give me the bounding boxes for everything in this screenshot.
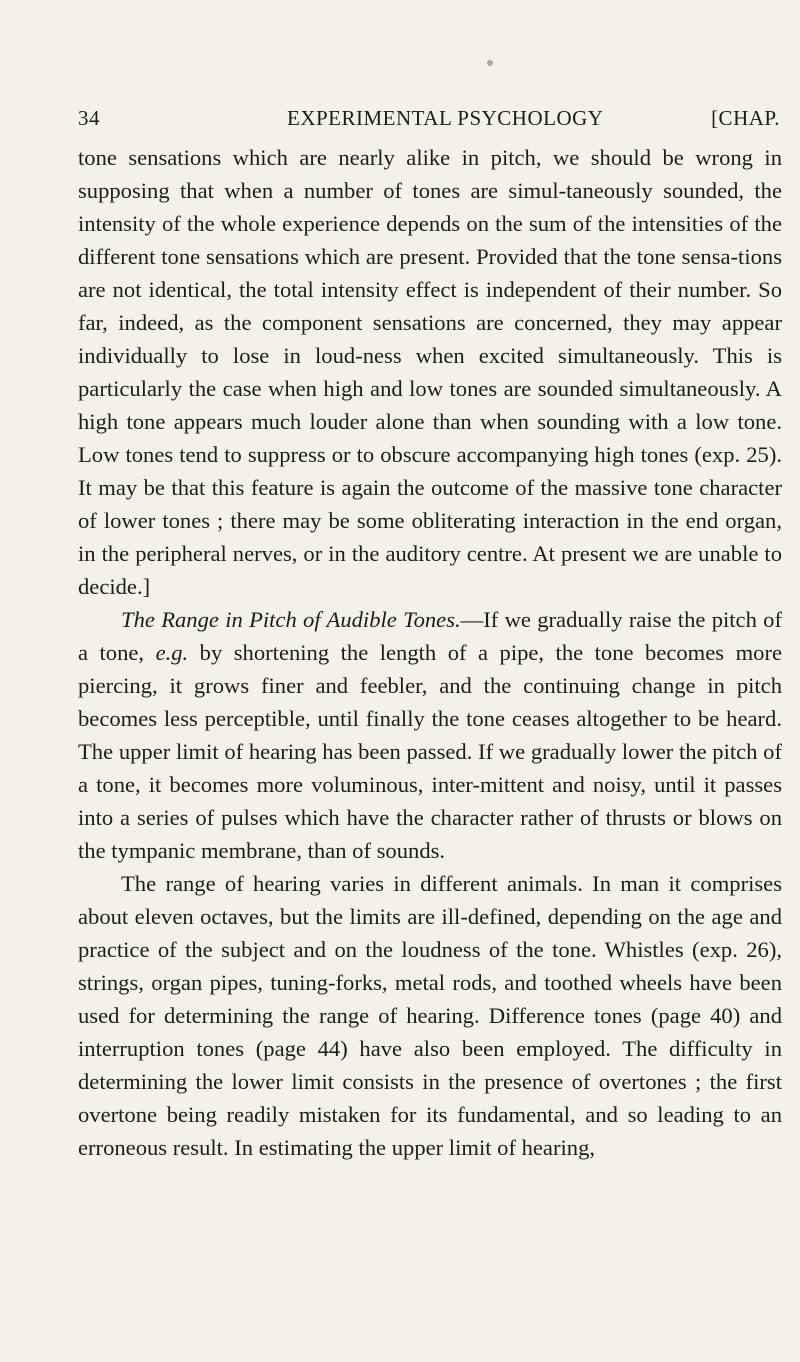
paragraph-text: —If we gradually raise the pitch of a tone, [78,607,782,665]
paragraph-range-in-pitch [78,603,782,867]
ink-speck [487,60,493,66]
page-number: 34 [78,106,100,130]
paragraph-text: by shortening the length of a pipe, the tone becomes more piercing, it grows finer and feebler, and the continuing change in pitch becomes less perceptible, until finally the tone ceases altogether to be heard. The upper limit of hearing has been passed. If we gradually lower the pitch of a tone, it becomes more voluminous, inter-mittent and noisy, until it passes into a series of pulses which have the character rather of thrusts or blows on the tympanic membrane, than of sounds. [78,640,782,863]
italic-abbreviation: e.g. [155,640,189,665]
body-text [78,141,782,1164]
running-head [78,106,780,136]
paragraph-continued: tone sensations which are nearly alike in pitch, we should be wrong in supposing that when a number of tones are simul-taneously sounded, the intensity of the whole experience depends on the sum of the intensities of the different tone sensations which are present. Provided that the tone sensa-tions are not identical, the total intensity effect is independent of their number. So far, indeed, as the component sensations are concerned, they may appear individually to lose in loud-ness when excited simultaneously. This is particularly the case when high and low tones are sounded simultaneously. A high tone appears much louder alone than when sounding with a low tone. Low tones tend to suppress or to obscure accompanying high tones (exp. 25). It may be that this feature is again the outcome of the massive tone character of lower tones ; there may be some obliterating interaction in the end organ, in the peripheral nerves, or in the auditory centre. At present we are unable to decide.] [78,145,782,599]
chapter-marker: [CHAP. [711,106,780,130]
section-heading: The Range in Pitch of Audible Tones. [121,607,461,632]
book-title: EXPERIMENTAL PSYCHOLOGY [287,106,604,130]
paragraph-range-of-hearing: The range of hearing varies in different animals. In man it comprises about eleven octaves, but the limits are ill-defined, depending on the age and practice of the subject and on the loudness of the tone. Whistles (exp. 26), strings, organ pipes, tuning-forks, metal rods, and toothed wheels have been used for determining the range of hearing. Difference tones (page 40) and interruption tones (page 44) have also been employed. The difficulty in determining the lower limit consists in the presence of overtones ; the first overtone being readily mistaken for its fundamental, and so leading to an erroneous result. In estimating the upper limit of hearing, [78,871,782,1160]
